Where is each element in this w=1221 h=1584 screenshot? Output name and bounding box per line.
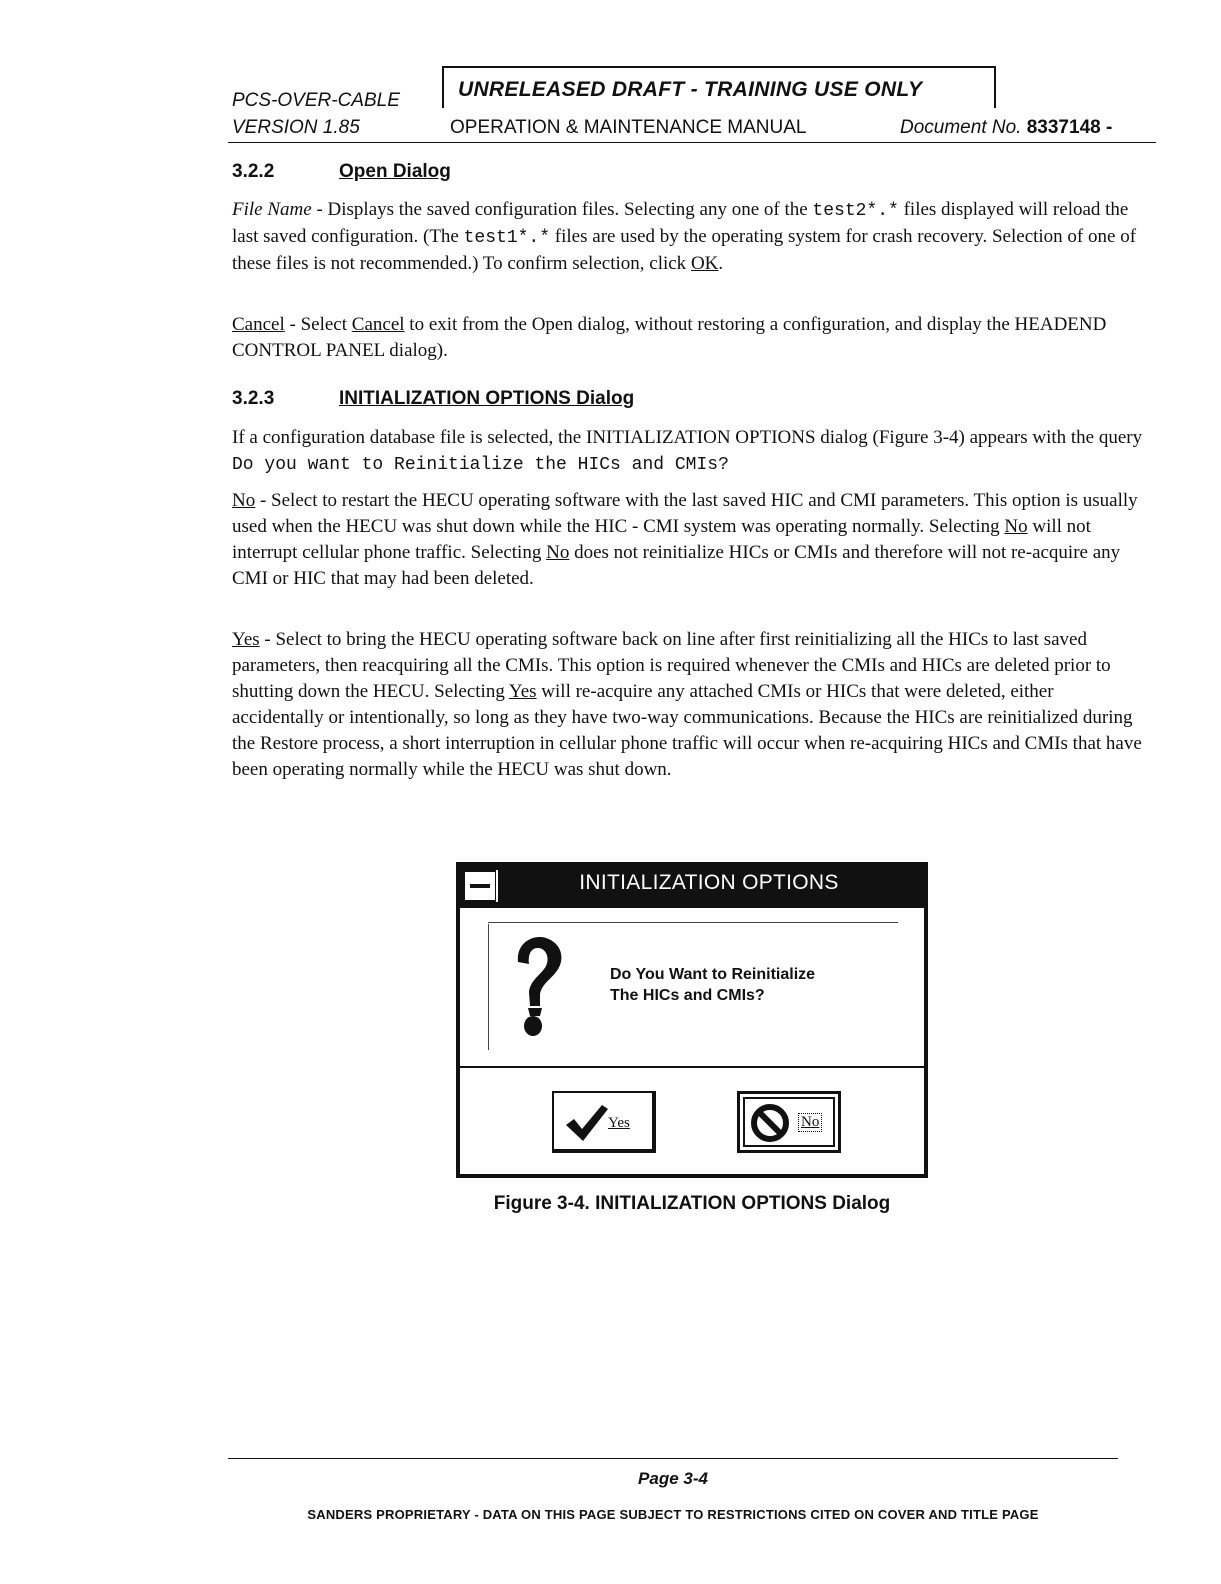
yes-button[interactable] [552,1091,656,1153]
code-test1: test1*.* [463,228,551,248]
section-323-title: INITIALIZATION OPTIONS Dialog [339,388,635,409]
question-icon [508,932,570,1049]
no-option-paragraph [232,488,1150,592]
ok-reference: OK [690,253,719,274]
yes-option-paragraph [232,627,1150,783]
header-version: VERSION 1.85 [232,117,360,138]
term-cancel: Cancel [232,314,285,335]
open-dialog-filename-paragraph [232,197,1150,277]
doc-label: Document No. [900,117,1022,138]
dialog-title-bar [460,866,924,908]
draft-notice: UNRELEASED DRAFT - TRAINING USE ONLY [458,78,923,101]
no-entry-icon [750,1103,790,1143]
doc-number: 8337148 - [1026,117,1113,138]
text: . [718,253,724,274]
text: - Select to bring the HECU operating software back on line after first reinitializing all the HICs to last saved parameters, then reacquiring all the CMIs. This option is required whenever the CMIs and HICs are deleted prior to shutting down the HECU. Selecting [232,629,1111,702]
text: - Select to restart the HECU operating software with the last saved HIC and CMI parameters. This option is usually used when the HECU was shut down while the HIC - CMI system was operating normally. Selecting [232,490,1138,537]
dialog-message-line-2: The HICs and CMIs? [610,987,765,1004]
open-dialog-cancel-paragraph [232,312,1150,364]
dialog-message [610,964,815,1006]
yes-reference: Yes [508,681,537,702]
system-menu-icon[interactable] [464,871,496,901]
dialog-body [460,906,924,1066]
proprietary-notice: SANDERS PROPRIETARY - DATA ON THIS PAGE SUBJECT TO RESTRICTIONS CITED ON COVER AND TITLE PAGE [307,1507,1039,1522]
text: will not interrupt cellular phone traffic. Selecting [232,516,1091,563]
dialog-inner-rule-left [488,924,489,1050]
text: will re-acquire any attached CMIs or HICs that were deleted, either accidentally or intentionally, so long as they have two-way communications. Because the HICs are reinitialized during the Restore process, a short interruption in cellular phone traffic will occur when re-acquiring HICs and CMIs that have been operating normally while the HECU was shut down. [232,681,1142,780]
figure-caption: Figure 3-4. INITIALIZATION OPTIONS Dialog [493,1193,891,1214]
text: If a configuration database file is selected, the INITIALIZATION OPTIONS dialog (Figure 3-4) appears with the query [232,427,1143,448]
dialog-message-line-1: Do You Want to Reinitialize [610,966,816,983]
text: to exit from the Open dialog, without restoring a configuration, and display the HEADEND CONTROL PANEL dialog). [232,314,1107,361]
dialog-title: INITIALIZATION OPTIONS [579,871,839,894]
code-test2: test2*.* [812,201,899,221]
section-322-number: 3.2.2 [232,161,275,182]
text: does not reinitialize HICs or CMIs and therefore will not re-acquire any CMI or HIC that may had been deleted. [232,542,1121,589]
header-rule [228,142,1156,143]
checkmark-icon [564,1103,608,1143]
no-reference: No [546,542,570,563]
manual-title: OPERATION & MAINTENANCE MANUAL [450,117,807,138]
text: - Select [284,314,352,335]
term-file-name: File Name [232,199,312,220]
section-322-title: Open Dialog [339,161,451,182]
text: files displayed will reload the last saved configuration. (The [232,199,1129,247]
dialog-inner-rule [488,922,898,923]
page-number: Page 3-4 [638,1469,708,1488]
text: files are used by the operating system for crash recovery. Selection of one of these files is not recommended.) To confirm selection, click [232,226,1137,274]
text: - Displays the saved configuration files. Selecting any one of the [311,199,813,220]
no-button[interactable] [737,1091,841,1153]
document-number [900,117,1112,139]
term-no: No [232,490,256,511]
draft-notice-box [442,66,996,108]
header-product: PCS-OVER-CABLE [232,90,400,111]
query-text: Do you want to Reinitialize the HICs and CMIs? [232,455,729,475]
yes-button-label: Yes [608,1115,630,1131]
section-323-number: 3.2.3 [232,388,275,409]
no-button-label: No [798,1113,822,1132]
no-reference: No [1004,516,1028,537]
cancel-reference: Cancel [351,314,405,335]
footer-rule [228,1458,1118,1459]
dialog-separator [460,1066,924,1068]
term-yes: Yes [232,629,260,650]
initialization-options-dialog [456,862,928,1178]
init-options-intro-paragraph [232,425,1150,478]
